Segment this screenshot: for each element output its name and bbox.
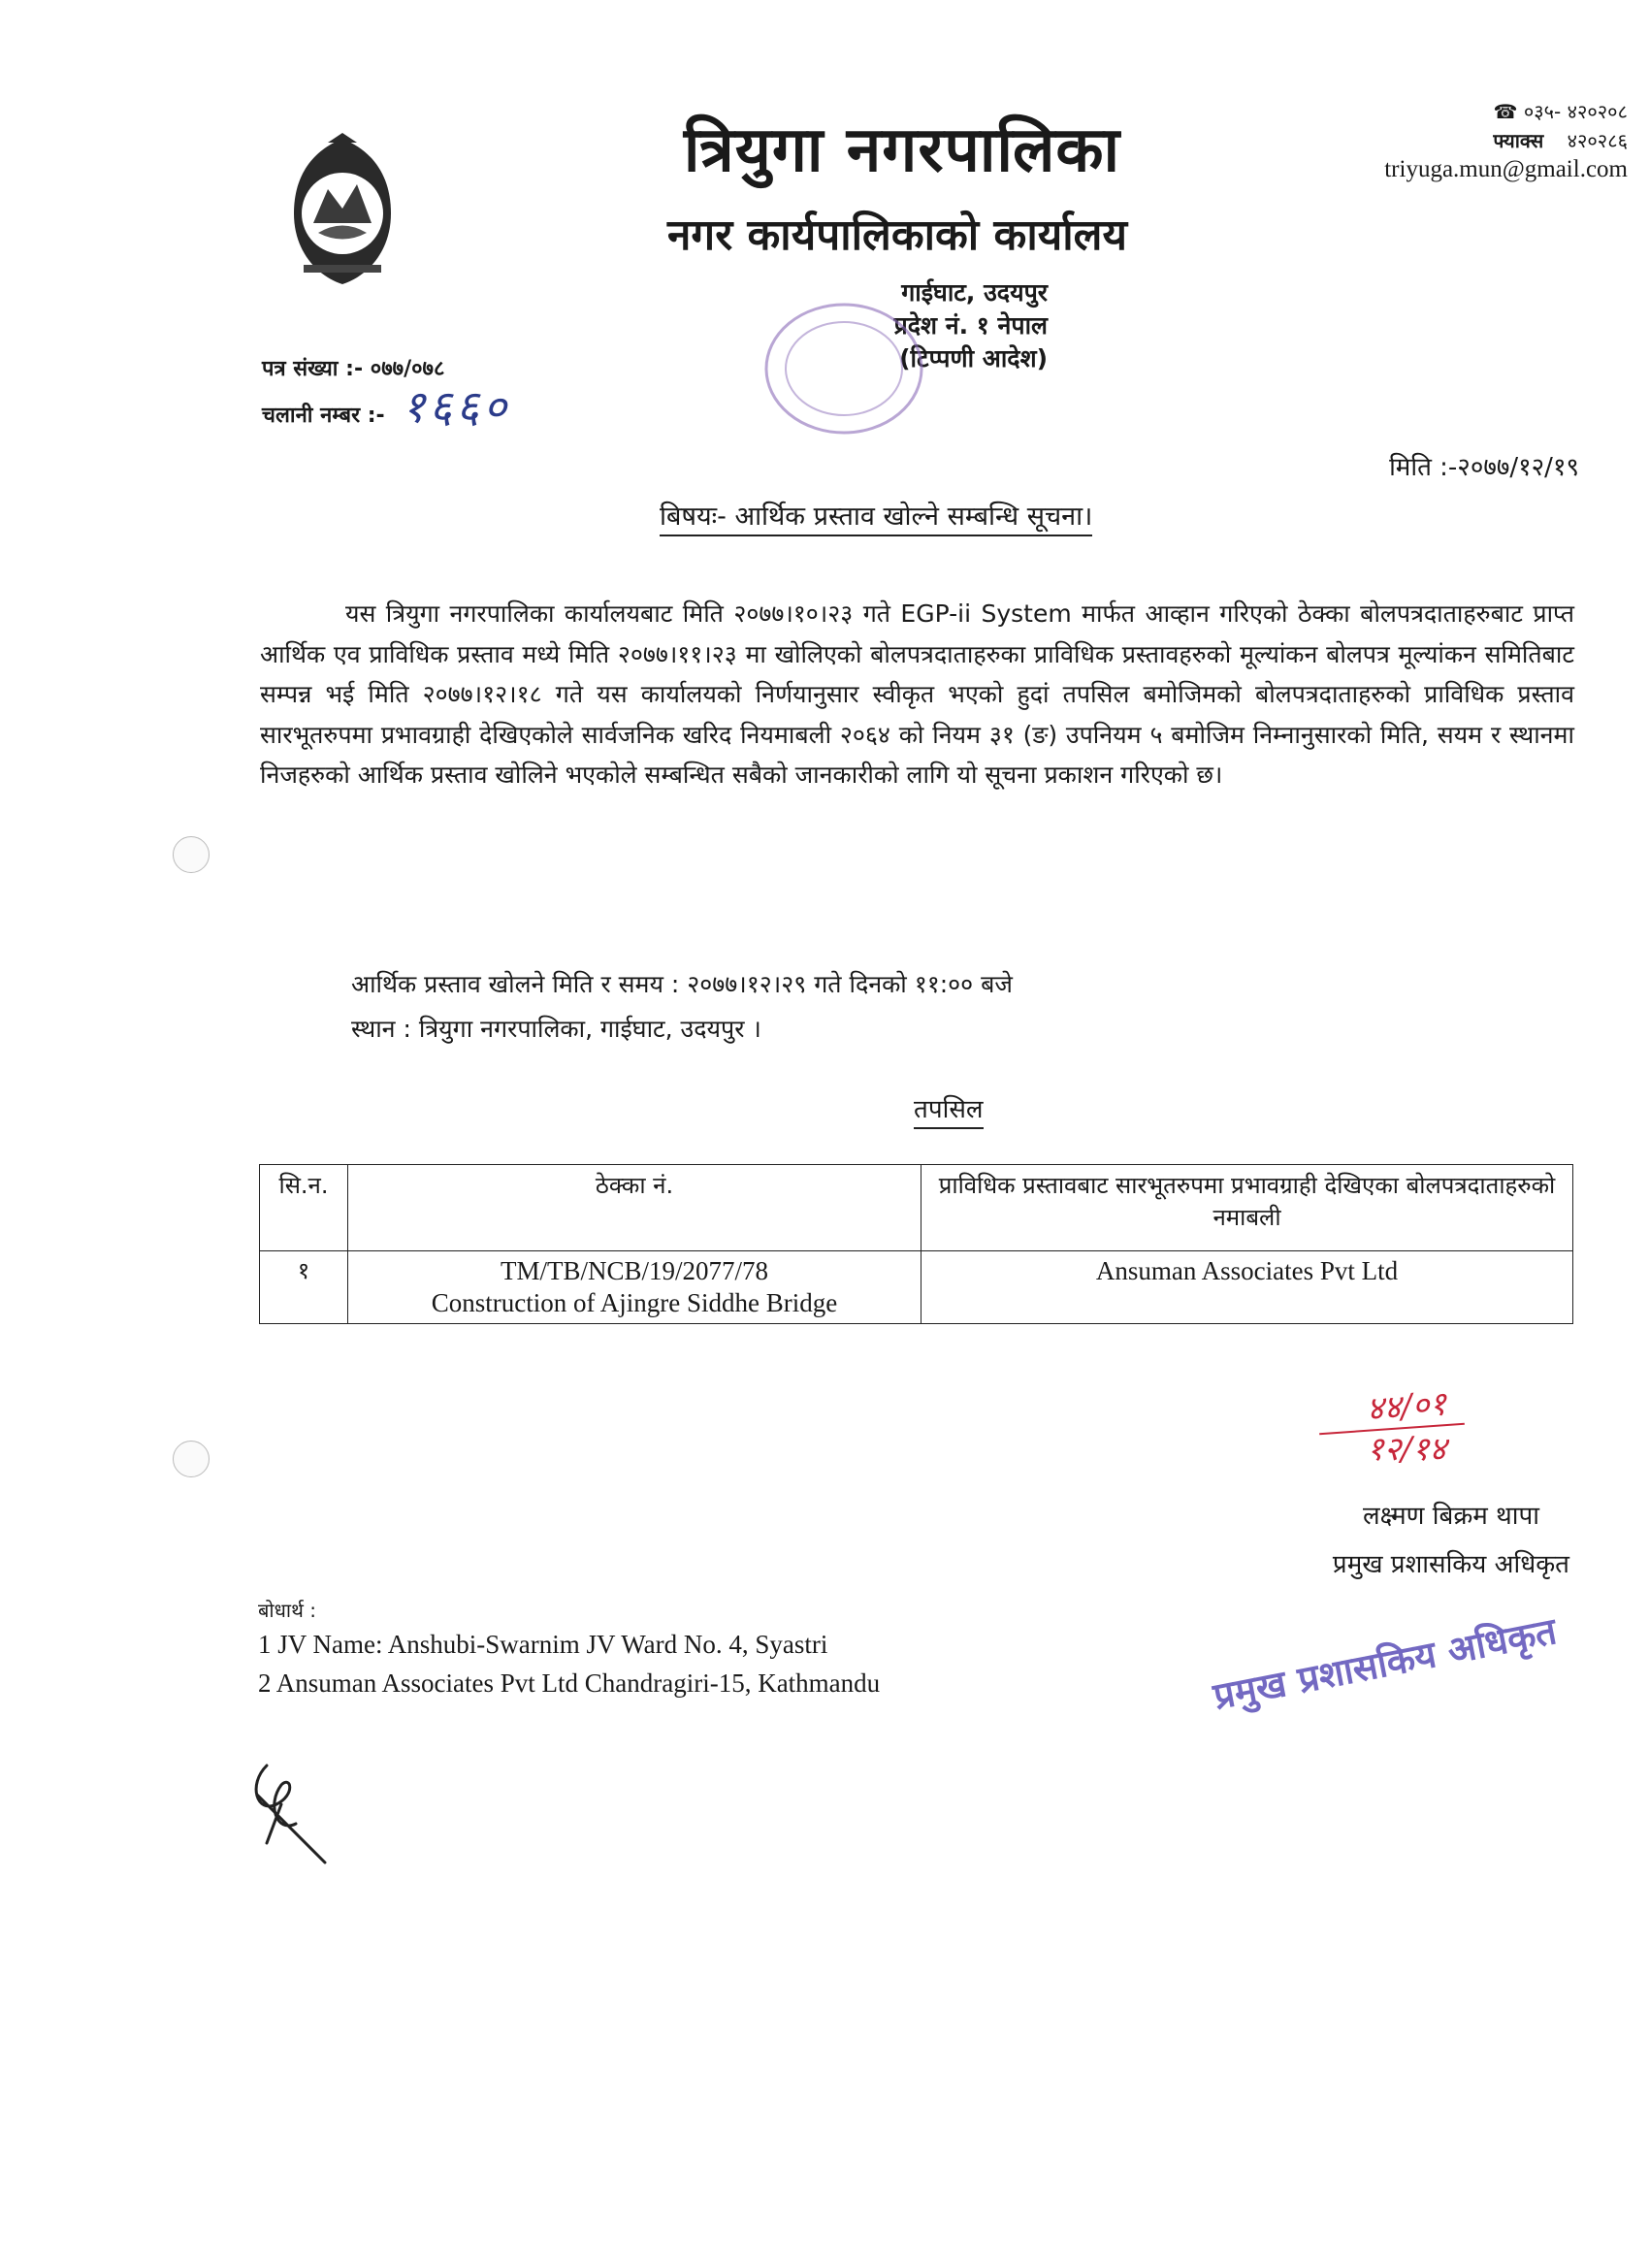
office-subtitle: नगर कार्यपालिकाको कार्यालय — [667, 211, 1127, 260]
bidder-table — [259, 1164, 1573, 1324]
handwritten-signature — [238, 1746, 344, 1872]
opening-place: स्थान : त्रियुगा नगरपालिका, गाईघाट, उदयपुर । — [351, 1015, 761, 1043]
schedule-heading: तपसिल — [914, 1090, 984, 1129]
round-office-stamp — [747, 291, 941, 446]
signatory-title: प्रमुख प्रशासकिय अधिकृत — [1332, 1550, 1569, 1579]
handwritten-note — [1348, 1384, 1465, 1469]
nepal-emblem-icon — [275, 131, 410, 291]
fax-value: ४२०२८६ — [1567, 129, 1628, 152]
letter-number-value: ०७७/०७८ — [370, 357, 445, 381]
handwritten-note-line: १२/१४ — [1366, 1430, 1447, 1469]
punch-hole — [173, 836, 210, 873]
table-row — [260, 1251, 1573, 1324]
opening-datetime: आर्थिक प्रस्ताव खोलने मिति र समय : २०७७।१२।२९ गते दिनको ११:०० बजे — [351, 970, 1013, 998]
column-header: सि.न. — [260, 1165, 348, 1251]
office-title: त्रियुगा नगरपालिका — [683, 114, 1121, 186]
signatory-name: लक्ष्मण बिक्रम थापा — [1362, 1502, 1539, 1531]
contact-block — [1384, 97, 1628, 184]
contract-cell — [348, 1251, 922, 1324]
punch-hole — [173, 1441, 210, 1477]
dispatch-number-label: चलानी नम्बर :- — [262, 404, 385, 428]
fax-label: फ्याक्स — [1493, 129, 1544, 152]
letter-date: मिति :-२०७७/१२/१९ — [1389, 453, 1579, 482]
copy-to-label: बोधार्थ : — [258, 1599, 316, 1622]
table-header-row — [260, 1165, 1573, 1251]
signatory-block — [1333, 1492, 1569, 1589]
copy-to-list — [258, 1596, 880, 1702]
address-line: गाईघाट, उदयपुर — [901, 278, 1048, 307]
opening-details — [351, 962, 1013, 1052]
copy-to-item: 2 Ansuman Associates Pvt Ltd Chandragiri-15, Kathmandu — [258, 1669, 881, 1698]
email-address: triyuga.mun@gmail.com — [1384, 156, 1628, 182]
contract-name: Construction of Ajingre Siddhe Bridge — [431, 1288, 838, 1317]
contract-number: TM/TB/NCB/19/2077/78 — [500, 1256, 769, 1285]
fax-row — [1384, 126, 1628, 155]
column-header: प्राविधिक प्रस्तावबाट सारभूतरुपमा प्रभावग्राही देखिएका बोलपत्रदाताहरुको नमाबली — [922, 1165, 1573, 1251]
column-header: ठेक्का नं. — [348, 1165, 922, 1251]
subject-line: बिषयः- आर्थिक प्रस्ताव खोल्ने सम्बन्धि सूचना। — [660, 497, 1092, 536]
letter-number-label: पत्र संख्या :- — [262, 357, 364, 381]
bidder-cell: Ansuman Associates Pvt Ltd — [922, 1251, 1573, 1324]
reference-numbers — [262, 351, 510, 435]
dispatch-number — [262, 380, 511, 435]
phone-icon: ☎ — [1493, 100, 1518, 123]
notice-body: यस त्रियुगा नगरपालिका कार्यालयबाट मिति २०७७।१०।२३ गते EGP-ii System मार्फत आव्हान गरिएको ठेक्का बोलपत्रदाताहरुबाट प्राप्त आर्थिक एव प्राविधिक प्रस्ताव मध्ये मिति २०७७।११।२३ मा खोलिएको बोलपत्रदाताहरुका प्राविधिक प्रस्तावहरुको मूल्यांकन बोलपत्र मूल्यांकन समितिबाट सम्पन्न भई मिति २०७७।१२।१८ गते यस कार्यालयको निर्णयानुसार स्वीकृत भएको हुदां तपसिल बमोजिमको बोलपत्रदाताहरुको प्राविधिक प्रस्ताव सारभूतरुपमा प्रभावग्राही देखिएकोले सार्वजनिक खरिद नियमाबली २०६४ को नियम ३१ (ङ) उपनियम ५ बमोजिम निम्नानुसारको मिति, सयम र स्थानमा निजहरुको आर्थिक प्रस्ताव खोलिने भएकोले सम्बन्धित सबैको जानकारीको लागि यो सूचना प्रकाशन गरिएको छ। — [260, 599, 1574, 789]
address-line: (टिप्पणी आदेश) — [899, 344, 1048, 373]
serial-cell: १ — [260, 1251, 348, 1324]
handwritten-note-line: ४४/०१ — [1365, 1384, 1448, 1429]
phone-value: ०३५- ४२०२०८ — [1523, 100, 1628, 123]
designation-stamp: प्रमुख प्रशासकिय अधिकृत — [1210, 1609, 1561, 1718]
copy-to-item: 1 JV Name: Anshubi-Swarnim JV Ward No. 4, Syastri — [258, 1630, 828, 1659]
dispatch-number-value: १६६० — [402, 380, 511, 433]
address-line: प्रदेश नं. १ नेपाल — [893, 311, 1048, 340]
phone-row — [1384, 97, 1628, 126]
